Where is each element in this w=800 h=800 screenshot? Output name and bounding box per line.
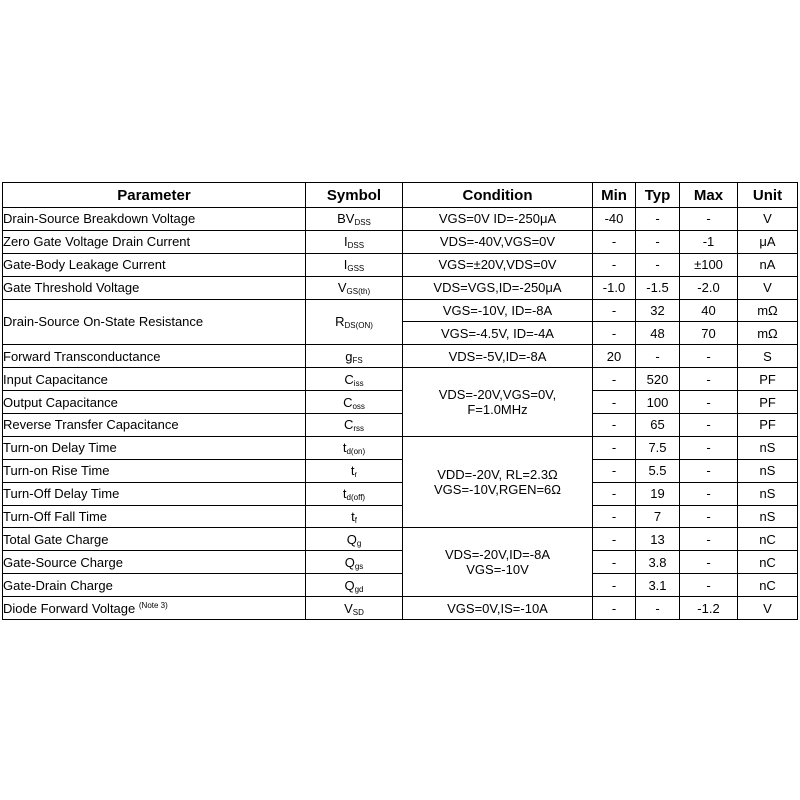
table-row xyxy=(3,391,798,414)
max-cell: - xyxy=(680,436,738,459)
condition-cell: VDS=VGS,ID=-250μA xyxy=(403,276,593,299)
symbol-cell: $C_{rss}$ xyxy=(306,414,403,437)
min-cell: - xyxy=(593,482,636,505)
table-row xyxy=(3,253,798,276)
unit-cell: mΩ xyxy=(738,322,798,345)
min-cell: - xyxy=(593,528,636,551)
max-cell: -1.2 xyxy=(680,597,738,620)
symbol-cell: $I_{GSS}$ xyxy=(306,253,403,276)
symbol-cell: $t_{d(off)}$ xyxy=(306,482,403,505)
parameter-cell: Gate-Drain Charge xyxy=(3,574,306,597)
min-cell: - xyxy=(593,253,636,276)
parameter-cell: Turn-on Delay Time xyxy=(3,436,306,459)
unit-cell: nA xyxy=(738,253,798,276)
typ-cell: 100 xyxy=(636,391,680,414)
unit-cell: V xyxy=(738,276,798,299)
max-cell: - xyxy=(680,574,738,597)
symbol-cell: $C_{iss}$ xyxy=(306,368,403,391)
parameter-cell: Gate-Body Leakage Current xyxy=(3,253,306,276)
max-cell: ±100 xyxy=(680,253,738,276)
symbol-cell: $V_{GS(th)}$ xyxy=(306,276,403,299)
typ-cell: 48 xyxy=(636,322,680,345)
min-cell: 20 xyxy=(593,345,636,368)
table-row xyxy=(3,597,798,620)
parameter-cell: Turn-Off Fall Time xyxy=(3,505,306,528)
parameter-cell: Input Capacitance xyxy=(3,368,306,391)
parameter-cell: Diode Forward Voltage $^{(Note 3)}$ xyxy=(3,597,306,620)
table-row xyxy=(3,482,798,505)
max-cell: - xyxy=(680,345,738,368)
unit-cell: nC xyxy=(738,551,798,574)
typ-cell: 3.1 xyxy=(636,574,680,597)
typ-cell: - xyxy=(636,208,680,231)
symbol-cell: $t_{d(on)}$ xyxy=(306,436,403,459)
max-cell: - xyxy=(680,391,738,414)
unit-cell: V xyxy=(738,208,798,231)
min-cell: - xyxy=(593,368,636,391)
typ-cell: 32 xyxy=(636,299,680,322)
table-row xyxy=(3,459,798,482)
parameter-cell: Turn-on Rise Time xyxy=(3,459,306,482)
parameter-cell: Output Capacitance xyxy=(3,391,306,414)
parameter-cell: Drain-Source On-State Resistance xyxy=(3,299,306,345)
typ-cell: 13 xyxy=(636,528,680,551)
unit-cell: mΩ xyxy=(738,299,798,322)
typ-cell: - xyxy=(636,597,680,620)
header-symbol: Symbol xyxy=(306,183,403,208)
min-cell: - xyxy=(593,551,636,574)
parameter-cell: Turn-Off Delay Time xyxy=(3,482,306,505)
parameter-cell: Gate Threshold Voltage xyxy=(3,276,306,299)
parameter-cell: Zero Gate Voltage Drain Current xyxy=(3,230,306,253)
symbol-cell: $C_{oss}$ xyxy=(306,391,403,414)
unit-cell: PF xyxy=(738,414,798,437)
table-row xyxy=(3,574,798,597)
min-cell: -1.0 xyxy=(593,276,636,299)
typ-cell: - xyxy=(636,345,680,368)
header-parameter: Parameter xyxy=(3,183,306,208)
min-cell: - xyxy=(593,459,636,482)
unit-cell: μA xyxy=(738,230,798,253)
electrical-characteristics-table xyxy=(2,182,798,620)
condition-cell: VGS=-10V, ID=-8A xyxy=(403,299,593,322)
min-cell: - xyxy=(593,505,636,528)
capacitance-condition-cell: VDS=-20V,VGS=0V, F=1.0MHz xyxy=(403,368,593,437)
condition-cell: VDS=-5V,ID=-8A xyxy=(403,345,593,368)
symbol-cell: $Q_{gs}$ xyxy=(306,551,403,574)
typ-cell: 5.5 xyxy=(636,459,680,482)
header-row xyxy=(3,183,798,208)
typ-cell: 7.5 xyxy=(636,436,680,459)
typ-cell: 3.8 xyxy=(636,551,680,574)
max-cell: 70 xyxy=(680,322,738,345)
parameter-cell: Gate-Source Charge xyxy=(3,551,306,574)
table-row xyxy=(3,505,798,528)
typ-cell: 19 xyxy=(636,482,680,505)
symbol-cell: $Q_{gd}$ xyxy=(306,574,403,597)
table-row xyxy=(3,276,798,299)
table-row xyxy=(3,551,798,574)
parameter-cell: Drain-Source Breakdown Voltage xyxy=(3,208,306,231)
condition-cell: VDS=-40V,VGS=0V xyxy=(403,230,593,253)
condition-cell: VGS=±20V,VDS=0V xyxy=(403,253,593,276)
symbol-cell: $g_{FS}$ xyxy=(306,345,403,368)
header-typ: Typ xyxy=(636,183,680,208)
min-cell: - xyxy=(593,436,636,459)
parameter-cell: Reverse Transfer Capacitance xyxy=(3,414,306,437)
parameter-cell: Forward Transconductance xyxy=(3,345,306,368)
symbol-cell: $V_{SD}$ xyxy=(306,597,403,620)
max-cell: - xyxy=(680,208,738,231)
typ-cell: -1.5 xyxy=(636,276,680,299)
table-row xyxy=(3,299,798,322)
switching-condition-cell: VDD=-20V, RL=2.3Ω VGS=-10V,RGEN=6Ω xyxy=(403,436,593,528)
unit-cell: nC xyxy=(738,574,798,597)
table-row xyxy=(3,230,798,253)
typ-cell: - xyxy=(636,230,680,253)
typ-cell: 7 xyxy=(636,505,680,528)
unit-cell: nS xyxy=(738,482,798,505)
max-cell: - xyxy=(680,528,738,551)
max-cell: - xyxy=(680,368,738,391)
unit-cell: nS xyxy=(738,436,798,459)
max-cell: 40 xyxy=(680,299,738,322)
table-row xyxy=(3,414,798,437)
symbol-cell: $BV_{DSS}$ xyxy=(306,208,403,231)
table-row xyxy=(3,436,798,459)
parameter-cell: Total Gate Charge xyxy=(3,528,306,551)
table-row xyxy=(3,208,798,231)
condition-cell: VGS=-4.5V, ID=-4A xyxy=(403,322,593,345)
note-ref: (Note 3) xyxy=(138,600,168,610)
min-cell: - xyxy=(593,299,636,322)
symbol-cell: $t_f$ xyxy=(306,505,403,528)
max-cell: -2.0 xyxy=(680,276,738,299)
unit-cell: PF xyxy=(738,368,798,391)
table-row xyxy=(3,528,798,551)
header-max: Max xyxy=(680,183,738,208)
max-cell: -1 xyxy=(680,230,738,253)
charge-condition-cell: VDS=-20V,ID=-8A VGS=-10V xyxy=(403,528,593,597)
unit-cell: nC xyxy=(738,528,798,551)
min-cell: - xyxy=(593,574,636,597)
typ-cell: 65 xyxy=(636,414,680,437)
typ-cell: - xyxy=(636,253,680,276)
max-cell: - xyxy=(680,551,738,574)
max-cell: - xyxy=(680,482,738,505)
symbol-cell: $R_{DS(ON)}$ xyxy=(306,299,403,345)
symbol-cell: $I_{DSS}$ xyxy=(306,230,403,253)
min-cell: - xyxy=(593,322,636,345)
unit-cell: S xyxy=(738,345,798,368)
min-cell: -40 xyxy=(593,208,636,231)
symbol-cell: $Q_g$ xyxy=(306,528,403,551)
max-cell: - xyxy=(680,505,738,528)
header-condition: Condition xyxy=(403,183,593,208)
unit-cell: V xyxy=(738,597,798,620)
condition-cell: VGS=0V ID=-250μA xyxy=(403,208,593,231)
min-cell: - xyxy=(593,414,636,437)
max-cell: - xyxy=(680,414,738,437)
condition-cell: VGS=0V,IS=-10A xyxy=(403,597,593,620)
max-cell: - xyxy=(680,459,738,482)
unit-cell: nS xyxy=(738,459,798,482)
min-cell: - xyxy=(593,230,636,253)
table-row xyxy=(3,368,798,391)
header-min: Min xyxy=(593,183,636,208)
symbol-cell: $t_r$ xyxy=(306,459,403,482)
header-unit: Unit xyxy=(738,183,798,208)
min-cell: - xyxy=(593,597,636,620)
typ-cell: 520 xyxy=(636,368,680,391)
unit-cell: PF xyxy=(738,391,798,414)
min-cell: - xyxy=(593,391,636,414)
unit-cell: nS xyxy=(738,505,798,528)
table-row xyxy=(3,345,798,368)
